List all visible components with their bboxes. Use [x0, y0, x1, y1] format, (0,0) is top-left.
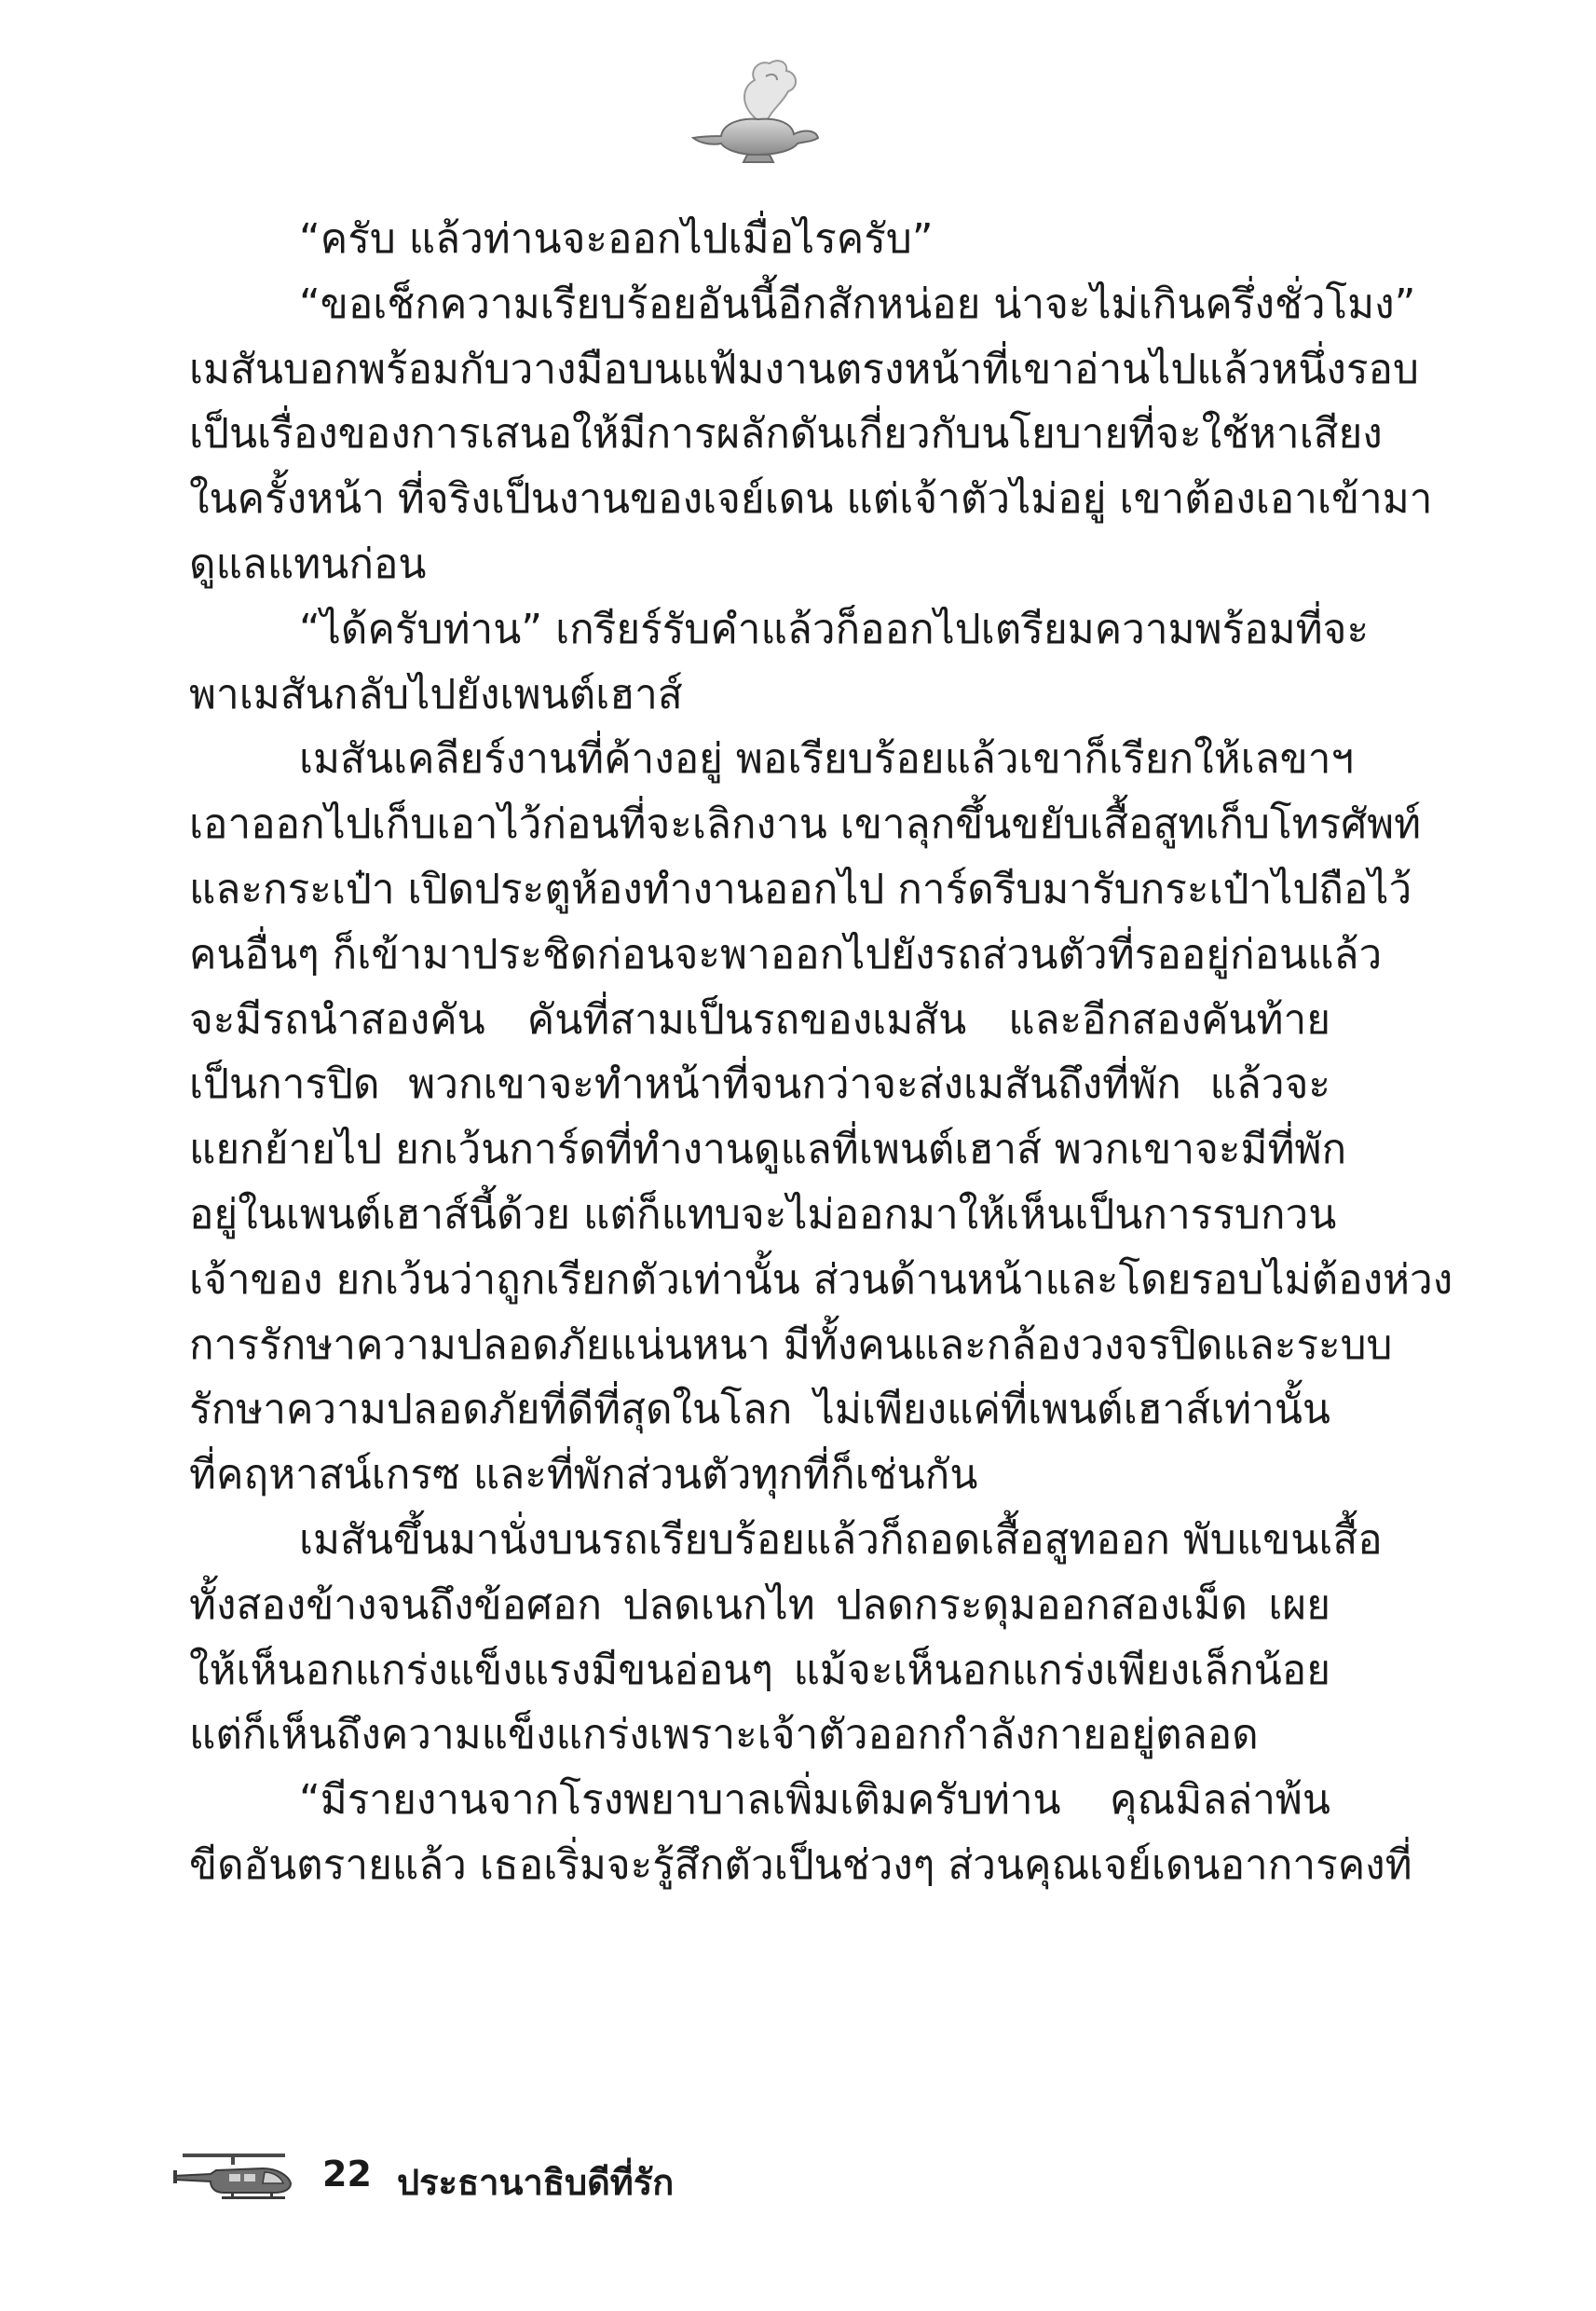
body-line: การรักษาความปลอดภัยแน่นหนา มีทั้งคนและกล้องวงจรปิดและระบบ	[189, 1320, 1393, 1369]
page-number: 22	[322, 2154, 372, 2195]
body-line: และกระเป๋า เปิดประตูห้องทำงานออกไป การ์ดรีบมารับกระเป๋าไปถือไว้	[189, 865, 1412, 913]
body-line: พาเมสันกลับไปยังเพนต์เฮาส์	[189, 670, 683, 718]
body-line: แยกย้ายไป ยกเว้นการ์ดที่ทำงานดูแลที่เพนต์เฮาส์ พวกเขาจะมีที่พัก	[189, 1126, 1347, 1174]
body-line: ที่คฤหาสน์เกรซ และที่พักส่วนตัวทุกที่ก็เช่นกัน	[189, 1451, 978, 1499]
body-line: เมสันขึ้นมานั่งบนรถเรียบร้อยแล้วก็ถอดเสื้อสูทออก พับแขนเสื้อ	[299, 1515, 1383, 1564]
body-line: ขีดอันตรายแล้ว เธอเริ่มจะรู้สึกตัวเป็นช่วงๆ ส่วนคุณเจย์เดนอาการคงที่	[189, 1840, 1412, 1889]
body-line: จะมีรถนำสองคัน คันที่สามเป็นรถของเมสัน และอีกสองคันท้าย	[189, 995, 1330, 1044]
body-line: ทั้งสองข้างจนถึงข้อศอก ปลดเนกไท ปลดกระดุมออกสองเม็ด เผย	[189, 1580, 1330, 1629]
body-line: “มีรายงานจากโรงพยาบาลเพิ่มเติมครับท่าน คุณมิลล่าพ้น	[299, 1776, 1330, 1825]
body-line: เจ้าของ ยกเว้นว่าถูกเรียกตัวเท่านั้น ส่วนด้านหน้าและโดยรอบไม่ต้องห่วง	[189, 1255, 1453, 1304]
book-title: ประธานาธิบดีที่รัก	[397, 2162, 675, 2203]
body-line: เมสันเคลียร์งานที่ค้างอยู่ พอเรียบร้อยแล้วเขาก็เรียกให้เลขาฯ	[299, 735, 1355, 784]
body-line: คนอื่นๆ ก็เข้ามาประชิดก่อนจะพาออกไปยังรถส่วนตัวที่รออยู่ก่อนแล้ว	[189, 930, 1383, 978]
body-line: เมสันบอกพร้อมกับวางมือบนแฟ้มงานตรงหน้าที่เขาอ่านไปแล้วหนึ่งรอบ	[189, 345, 1419, 393]
magic-lamp-genie-icon	[684, 54, 824, 166]
helicopter-icon	[173, 2152, 296, 2202]
page-footer	[173, 2148, 1012, 2204]
body-line: “ได้ครับท่าน” เกรียร์รับคำแล้วก็ออกไปเตรียมความพร้อมที่จะ	[299, 605, 1370, 653]
body-line: รักษาความปลอดภัยที่ดีที่สุดในโลก ไม่เพียงแค่ที่เพนต์เฮาส์เท่านั้น	[189, 1386, 1330, 1434]
body-line: อยู่ในเพนต์เฮาส์นี้ด้วย แต่ก็แทบจะไม่ออกมาให้เห็นเป็นการรบกวน	[189, 1190, 1337, 1238]
body-line: “ขอเช็กความเรียบร้อยอันนี้อีกสักหน่อย น่าจะไม่เกินครึ่งชั่วโมง”	[299, 280, 1416, 328]
body-line: เป็นเรื่องของการเสนอให้มีการผลักดันเกี่ยวกับนโยบายที่จะใช้หาเสียง	[189, 410, 1383, 458]
body-line: ดูแลแทนก่อน	[189, 540, 427, 588]
body-text	[189, 207, 1453, 1898]
body-line: แต่ก็เห็นถึงความแข็งแกร่งเพราะเจ้าตัวออกกำลังกายอยู่ตลอด	[189, 1711, 1259, 1759]
body-line: “ครับ แล้วท่านจะออกไปเมื่อไรครับ”	[299, 215, 934, 263]
body-line: ให้เห็นอกแกร่งแข็งแรงมีขนอ่อนๆ แม้จะเห็นอกแกร่งเพียงเล็กน้อย	[189, 1646, 1330, 1694]
body-line: เป็นการปิด พวกเขาจะทำหน้าที่จนกว่าจะส่งเมสันถึงที่พัก แล้วจะ	[189, 1060, 1330, 1109]
body-line: ในครั้งหน้า ที่จริงเป็นงานของเจย์เดน แต่เจ้าตัวไม่อยู่ เขาต้องเอาเข้ามา	[189, 475, 1433, 524]
body-line: เอาออกไปเก็บเอาไว้ก่อนที่จะเลิกงาน เขาลุกขึ้นขยับเสื้อสูทเก็บโทรศัพท์	[189, 800, 1422, 849]
